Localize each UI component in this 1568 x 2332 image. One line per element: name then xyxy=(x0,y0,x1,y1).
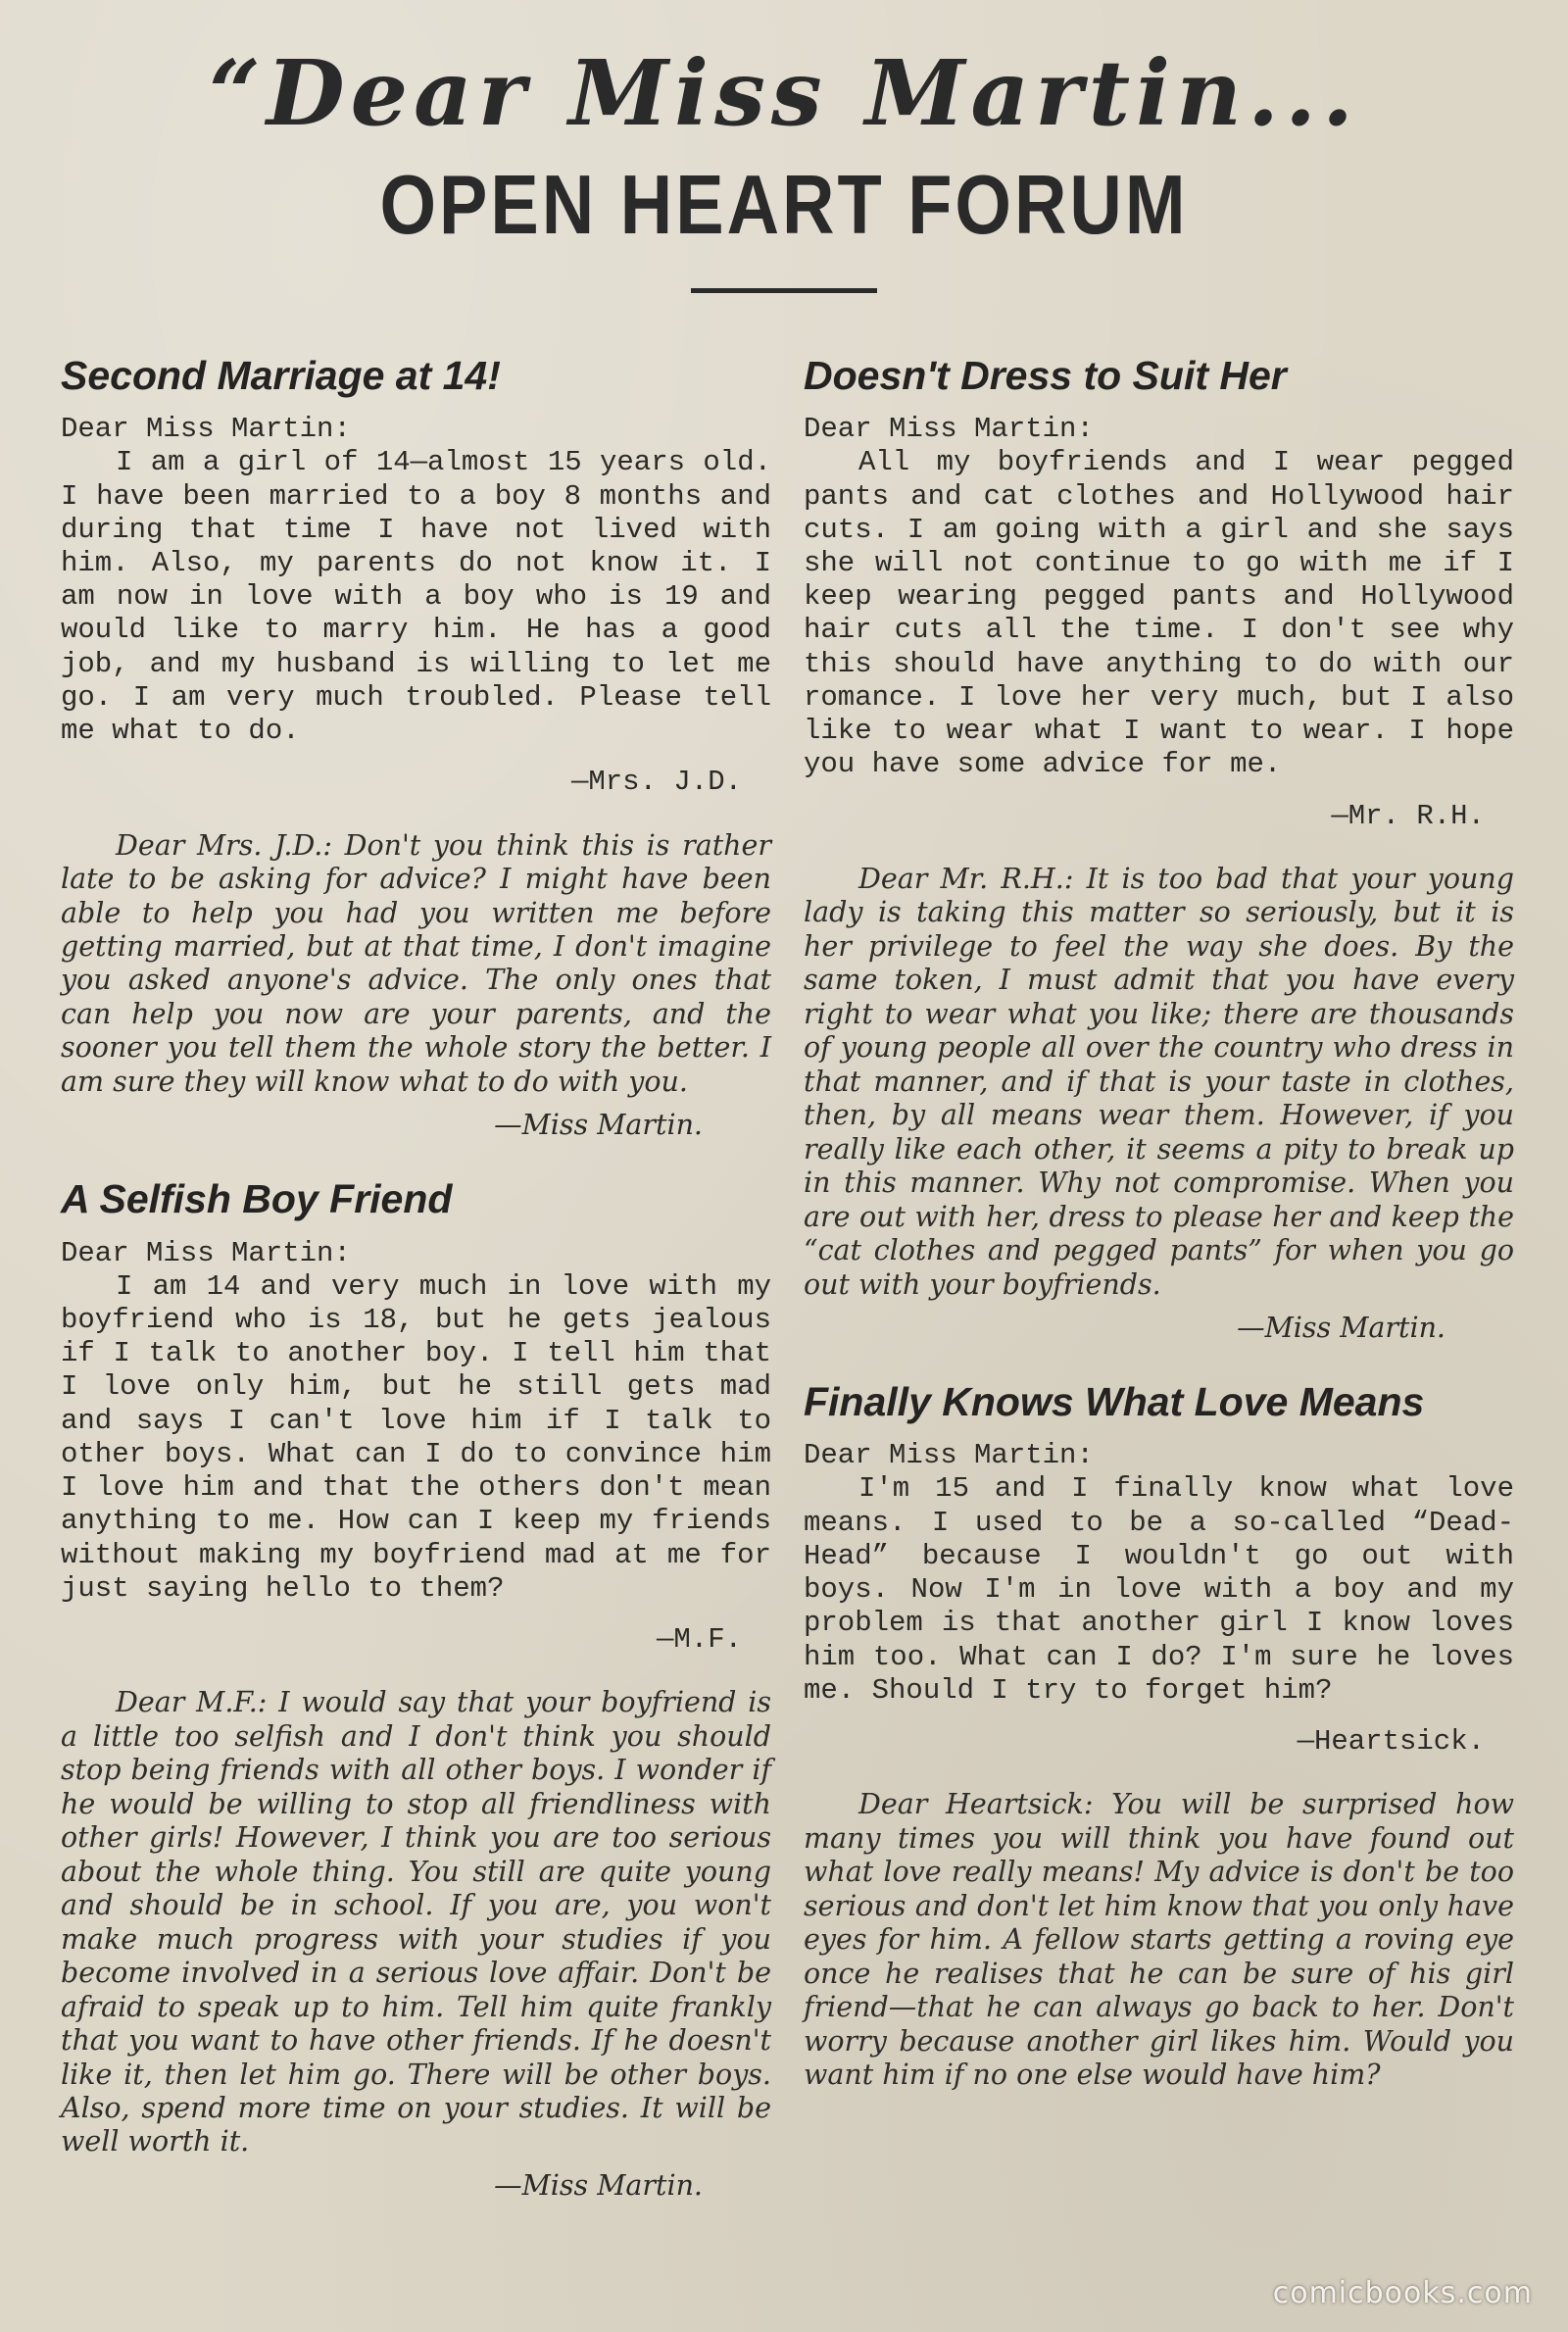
letter-salutation: Dear Miss Martin: xyxy=(804,1439,1094,1472)
letter-body: I'm 15 and I finally know what love means. I used to be a so-called “Dead-Head” because I wouldn't go out with boys. Now I'm in love with a boy and my problem is that another girl I know loves him too. What can I do? I'm sure he loves me. Should I try to forget him? xyxy=(804,1472,1514,1707)
reply-body: Dear M.F.: I would say that your boyfriend is a little too selfish and I don't think you should stop being friends with all other boys. I wonder if he would be willing to stop all friendliness with other girls! However, I think you are too serious about the whole thing. You still are quite young and should be in school. If you are, you won't make much progress with your studies if you become involved in a serious love affair. Don't be afraid to speak up to him. Tell him quite frankly that you want to have other friends. If he doesn't like it, then let him go. There will be other boys. Also, spend more time on your studies. It will be well worth it. xyxy=(61,1686,771,2158)
letter-block xyxy=(61,1176,771,2202)
letter-heading: Finally Knows What Love Means xyxy=(804,1379,1425,1425)
letter-block xyxy=(61,353,771,1141)
masthead xyxy=(0,39,1568,293)
reply-body: Dear Mrs. J.D.: Don't you think this is rather late to be asking for advice? I might have been able to help you had you written me before getting married, but at that time, I don't imagine you asked anyone's advice. The only ones that can help you now are your parents, and the sooner you tell them the whole story the better. I am sure they will know what to do with you. xyxy=(61,828,771,1098)
letter-salutation: Dear Miss Martin: xyxy=(61,413,351,446)
reply-signature: —Miss Martin. xyxy=(494,2168,703,2202)
letter-body: I am a girl of 14—almost 15 years old. I have been married to a boy 8 months and during that time I have not lived with him. Also, my parents do not know it. I am now in love with a boy who is 19 and would like to marry him. He has a good job, and my husband is willing to let me go. I am very much troubled. Please tell me what to do. xyxy=(61,446,771,748)
reply-signature: —Miss Martin. xyxy=(1237,1312,1446,1345)
right-column xyxy=(804,353,1514,2093)
letter-block xyxy=(804,353,1514,1344)
left-column xyxy=(61,353,771,2237)
forum-title: OPEN HEART FORUM xyxy=(379,158,1189,252)
script-title: “Dear Miss Martin... xyxy=(208,40,1360,146)
watermark: comicbooks.com xyxy=(1272,2276,1533,2310)
letter-block xyxy=(804,1379,1514,2092)
letter-signature: —Mrs. J.D. xyxy=(570,766,742,799)
reply-body: Dear Mr. R.H.: It is too bad that your young lady is taking this matter so seriously, but it is her privilege to feel the way she does. By the same token, I must admit that you have every right to wear what you like; there are thousands of young people all over the country who dress in that manner, and if that is your taste in clothes, then, by all means wear them. However, if you really like each other, it seems a pity to break up in this manner. Why not compromise. When you are out with her, dress to please her and keep the “cat clothes and pegged pants” for when you go out with your boyfriends. xyxy=(804,862,1514,1301)
title-divider xyxy=(691,288,877,293)
letter-signature: —Mr. R.H. xyxy=(1331,799,1485,832)
letter-heading: A Selfish Boy Friend xyxy=(61,1176,453,1222)
letter-signature: —M.F. xyxy=(656,1622,742,1656)
letter-heading: Second Marriage at 14! xyxy=(61,353,501,398)
letter-signature: —Heartsick. xyxy=(1297,1724,1485,1758)
letter-salutation: Dear Miss Martin: xyxy=(61,1236,351,1269)
letter-heading: Doesn't Dress to Suit Her xyxy=(804,353,1287,398)
reply-body: Dear Heartsick: You will be surprised how many times you will think you have found out what love really means! My advice is don't be too serious and don't let him know that you only have eyes for him. A fellow starts getting a roving eye once he realises that he can be sure of his girl friend—that he can always go back to her. Don't worry because another girl likes him. Would you want him if no one else would have him? xyxy=(804,1788,1514,2092)
letter-salutation: Dear Miss Martin: xyxy=(804,413,1094,446)
reply-signature: —Miss Martin. xyxy=(494,1109,703,1142)
letter-body: I am 14 and very much in love with my boyfriend who is 18, but he gets jealous if I talk to another boy. I tell him that I love only him, but he still gets mad and says I can't love him if I talk to other boys. What can I do to convince him I love him and that the others don't mean anything to me. How can I keep my friends without making my boyfriend mad at me for just saying hello to them? xyxy=(61,1269,771,1605)
letter-body: All my boyfriends and I wear pegged pants and cat clothes and Hollywood hair cuts. I am going with a girl and she says she will not continue to go with me if I keep wearing pegged pants and Hollywood hair cuts all the time. I don't see why this should have anything to do with our romance. I love her very much, but I also like to wear what I want to wear. I hope you have some advice for me. xyxy=(804,446,1514,781)
